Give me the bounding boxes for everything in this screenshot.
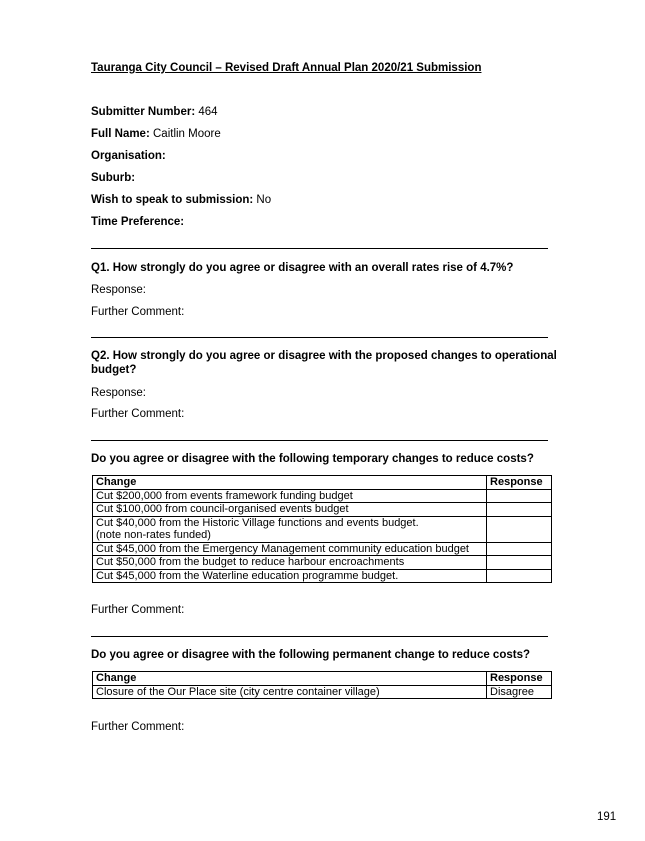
change-cell: Cut $45,000 from the Emergency Management community education budget xyxy=(93,542,487,556)
field-full-name xyxy=(91,128,221,140)
divider xyxy=(91,248,548,249)
response-cell xyxy=(487,489,552,503)
q2-question-line2: budget? xyxy=(91,364,137,376)
change-cell: Cut $45,000 from the Waterline education programme budget. xyxy=(93,569,487,583)
change-cell: Cut $200,000 from events framework funding budget xyxy=(93,489,487,503)
header-response: Response xyxy=(487,672,552,686)
response-cell xyxy=(487,503,552,517)
change-cell: Cut $40,000 from the Historic Village functions and events budget. (note non-rates funded) xyxy=(93,516,487,542)
response-cell xyxy=(487,556,552,570)
divider xyxy=(91,636,548,637)
q1-question: Q1. How strongly do you agree or disagree with an overall rates rise of 4.7%? xyxy=(91,262,514,274)
temporary-changes-table xyxy=(92,475,552,583)
response-cell xyxy=(487,569,552,583)
q1-response-label: Response: xyxy=(91,284,146,296)
table-header-row xyxy=(93,476,552,490)
field-label: Suburb: xyxy=(91,172,136,184)
header-change: Change xyxy=(93,672,487,686)
change-cell: Cut $50,000 from the budget to reduce harbour encroachments xyxy=(93,556,487,570)
q2-comment-label: Further Comment: xyxy=(91,408,185,420)
field-wish-to-speak xyxy=(91,194,271,206)
q1-comment-label: Further Comment: xyxy=(91,306,185,318)
field-suburb xyxy=(91,172,135,184)
divider xyxy=(91,337,548,338)
field-time-preference xyxy=(91,216,184,228)
permanent-question: Do you agree or disagree with the following permanent change to reduce costs? xyxy=(91,649,530,661)
field-value: No xyxy=(256,194,272,206)
document-title: Tauranga City Council – Revised Draft Annual Plan 2020/21 Submission xyxy=(91,62,482,74)
divider xyxy=(91,440,548,441)
table-row xyxy=(93,489,552,503)
table-row xyxy=(93,503,552,517)
field-label: Submitter Number: xyxy=(91,106,196,118)
field-value: Caitlin Moore xyxy=(153,128,221,140)
field-submitter-number xyxy=(91,106,218,118)
table-header-row xyxy=(93,672,552,686)
field-label: Time Preference: xyxy=(91,216,185,228)
field-label: Full Name: xyxy=(91,128,150,140)
page-number: 191 xyxy=(597,811,617,823)
field-label: Wish to speak to submission: xyxy=(91,194,254,206)
response-cell xyxy=(487,516,552,542)
table-row xyxy=(93,516,552,542)
permanent-change-table xyxy=(92,671,552,699)
permanent-comment-label: Further Comment: xyxy=(91,721,185,733)
table-row xyxy=(93,569,552,583)
field-label: Organisation: xyxy=(91,150,166,162)
table-row xyxy=(93,556,552,570)
change-cell: Cut $100,000 from council-organised events budget xyxy=(93,503,487,517)
field-value: 464 xyxy=(198,106,218,118)
change-cell: Closure of the Our Place site (city centre container village) xyxy=(93,685,487,699)
temporary-question: Do you agree or disagree with the following temporary changes to reduce costs? xyxy=(91,453,534,465)
field-organisation xyxy=(91,150,166,162)
header-response: Response xyxy=(487,476,552,490)
table-row xyxy=(93,685,552,699)
temporary-comment-label: Further Comment: xyxy=(91,604,185,616)
q2-question-line1: Q2. How strongly do you agree or disagree with the proposed changes to operational xyxy=(91,350,557,362)
table-row xyxy=(93,542,552,556)
q2-response-label: Response: xyxy=(91,387,146,399)
response-cell: Disagree xyxy=(487,685,552,699)
header-change: Change xyxy=(93,476,487,490)
response-cell xyxy=(487,542,552,556)
